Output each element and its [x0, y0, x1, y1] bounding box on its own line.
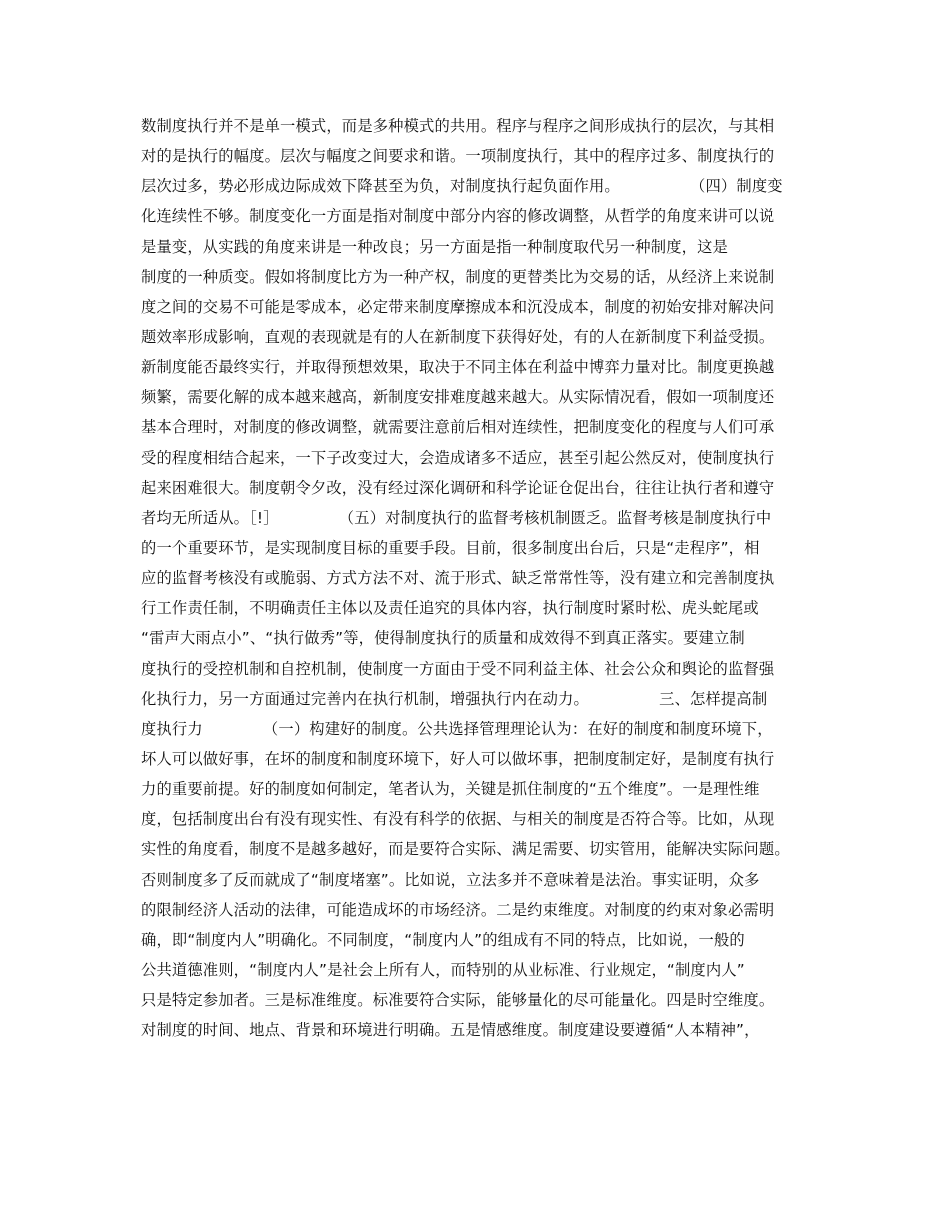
text-line: 度执行的受控机制和自控机制，使制度一方面由于受不同利益主体、社会公众和舆论的监督强 [141, 659, 775, 678]
text-line: “雷声大雨点小”、“执行做秀”等，使得制度执行的质量和成效得不到真正落实。要建立制 [141, 629, 745, 648]
text-line: 频繁，需要化解的成本越来越高，新制度安排难度越来越大。从实际情况看，假如一项制度还 [141, 388, 775, 407]
text-line: 只是特定参加者。三是标准维度。标准要符合实际，能够量化的尽可能量化。四是时空维度。 [141, 991, 775, 1010]
text-line: 的限制经济人活动的法律，可能造成坏的市场经济。二是约束维度。对制度的约束对象必需明 [141, 900, 775, 919]
text-line: 新制度能否最终实行，并取得预想效果，取决于不同主体在利益中博弈力量对比。制度更换越 [141, 358, 775, 377]
text-line: 实性的角度看，制度不是越多越好，而是要符合实际、满足需要、切实管用，能解决实际问题。 [141, 840, 790, 859]
text-line: 化执行力，另一方面通过完善内在执行机制，增强执行内在动力。 三、怎样提高制 [141, 689, 768, 708]
text-line: 基本合理时，对制度的修改调整，就需要注意前后相对连续性，把制度变化的程度与人们可承 [141, 418, 775, 437]
text-line: 确，即“制度内人”明确化。不同制度，“制度内人”的组成有不同的特点，比如说，一般的 [141, 930, 745, 949]
text-line: 力的重要前提。好的制度如何制定，笔者认为，关键是抓住制度的“五个维度”。一是理性维 [141, 780, 760, 799]
text-line: 行工作责任制，不明确责任主体以及责任追究的具体内容，执行制度时紧时松、虎头蛇尾或 [141, 599, 759, 618]
text-line: 度执行力 （一）构建好的制度。公共选择管理理论认为：在好的制度和制度环境下， [141, 719, 773, 738]
text-line: 是量变，从实践的角度来讲是一种改良；另一方面是指一种制度取代另一种制度，这是 [141, 237, 728, 256]
text-line: 的一个重要环节，是实现制度目标的重要手段。目前，很多制度出台后，只是“走程序”，相 [141, 538, 760, 557]
text-line: 公共道德准则，“制度内人”是社会上所有人，而特别的从业标准、行业规定，“制度内人” [141, 960, 745, 979]
text-line: 受的程度相结合起来，一下子改变过大，会造成诸多不适应，甚至引起公然反对，使制度执行 [141, 448, 775, 467]
text-line: 起来困难很大。制度朝令夕改，没有经过深化调研和科学论证仓促出台，往往让执行者和遵守 [141, 478, 775, 497]
text-line: 对制度的时间、地点、背景和环境进行明确。五是情感维度。制度建设要遵循“人本精神”， [141, 1021, 760, 1040]
text-line: 否则制度多了反而就成了“制度堵塞”。比如说，立法多并不意味着是法治。事实证明，众多 [141, 870, 760, 889]
text-line: 度，包括制度出台有没有现实性、有没有科学的依据、与相关的制度是否符合等。比如，从现 [141, 810, 775, 829]
text-line: 题效率形成影响，直观的表现就是有的人在新制度下获得好处，有的人在新制度下利益受损。 [141, 327, 775, 346]
text-line: 层次过多，势必形成边际成效下降甚至为负，对制度执行起负面作用。 （四）制度变 [141, 177, 783, 196]
text-line: 应的监督考核没有或脆弱、方式方法不对、流于形式、缺乏常常性等，没有建立和完善制度执 [141, 569, 775, 588]
text-line: 制度的一种质变。假如将制度比方为一种产权，制度的更替类比为交易的话，从经济上来说制 [141, 267, 775, 286]
text-line: 数制度执行并不是单一模式，而是多种模式的共用。程序与程序之间形成执行的层次，与其相 [141, 117, 775, 135]
text-line: 度之间的交易不可能是零成本，必定带来制度摩擦成本和沉没成本，制度的初始安排对解决问 [141, 297, 775, 316]
text-line: 对的是执行的幅度。层次与幅度之间要求和谐。一项制度执行，其中的程序过多、制度执行的 [141, 147, 775, 166]
text-line: 者均无所适从。［!］ （五）对制度执行的监督考核机制匮乏。监督考核是制度执行中 [141, 508, 772, 527]
body-text [141, 111, 831, 1045]
text-line: 化连续性不够。制度变化一方面是指对制度中部分内容的修改调整，从哲学的角度来讲可以说 [141, 207, 775, 226]
text-line: 坏人可以做好事，在坏的制度和制度环境下，好人可以做坏事，把制度制定好，是制度有执行 [141, 749, 775, 768]
